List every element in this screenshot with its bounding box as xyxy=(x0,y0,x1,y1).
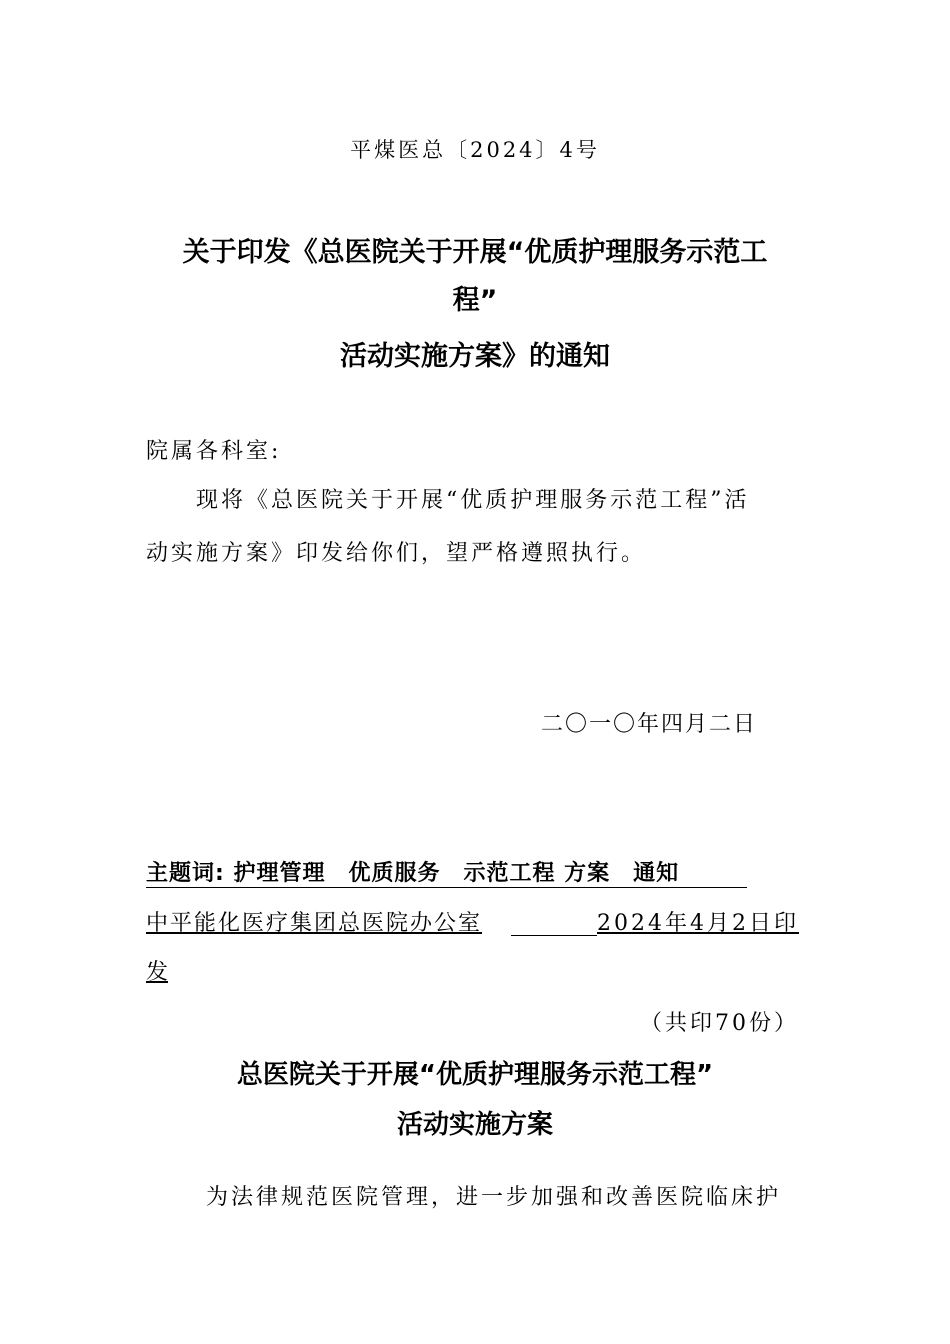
issue-date-continued: 发 xyxy=(146,960,169,985)
plan-intro-text: 为法律规范医院管理，进一步加强和改善医院临床护 xyxy=(206,1185,782,1210)
document-number: 平煤医总〔2024〕4号 xyxy=(350,138,600,162)
signature-date: 二〇一〇年四月二日 xyxy=(541,712,758,737)
issuer-underline-fill xyxy=(511,935,597,936)
plan-title-line-1: 总医院关于开展“优质护理服务示范工程” xyxy=(236,1060,714,1090)
body-line-2: 动实施方案》印发给你们，望严格遵照执行。 xyxy=(146,541,647,566)
body-line-1: 现将《总医院关于开展“优质护理服务示范工程”活 xyxy=(196,488,750,513)
addressee: 院属各科室: xyxy=(146,439,282,464)
notice-title-line-2: 程” xyxy=(452,285,498,316)
subject-keywords: 主题词: 护理管理 优质服务 示范工程 方案 通知 xyxy=(146,861,680,886)
issue-date: 2024年4月2日印 xyxy=(597,911,799,936)
plan-title-line-2: 活动实施方案 xyxy=(396,1110,553,1140)
issuing-office: 中平能化医疗集团总医院办公室 xyxy=(146,911,483,936)
notice-title-line-1: 关于印发《总医院关于开展“优质护理服务示范工 xyxy=(182,237,768,268)
copies-count: （共印70份） xyxy=(640,1011,799,1036)
keywords-underline xyxy=(146,887,747,888)
notice-title-line-3: 活动实施方案》的通知 xyxy=(340,341,610,372)
